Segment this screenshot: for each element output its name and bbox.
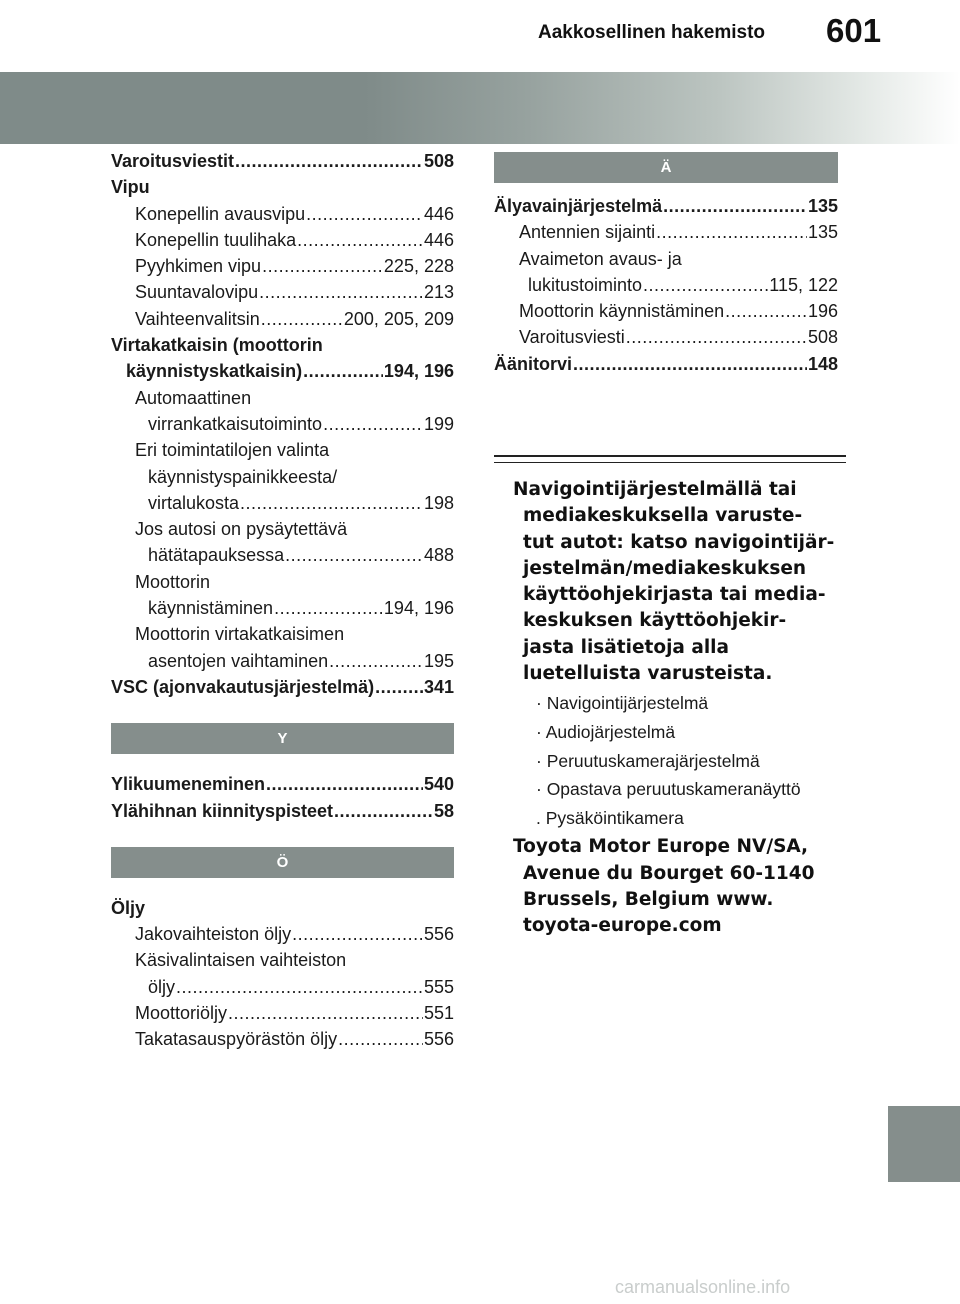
index-entry: VSC (ajonvakautusjärjestelmä) ..... 341 [111,674,454,700]
index-subentry: Automaattinen [135,387,252,408]
page-header [0,0,960,60]
navigation-note [513,477,848,940]
letter-divider-a-umlaut: Ä [494,152,838,183]
index-entry: Öljy [111,897,146,918]
equipment-list [513,689,848,832]
index-entry: Varoitusviestit ..... 508 [111,148,454,174]
letter-divider-y: Y [111,723,454,754]
note-heading-line: tut autot: katso navigointijär- [523,531,835,553]
note-heading-line: käyttöohjekirjasta tai media- [523,584,826,606]
note-heading-line: keskuksen käyttöohjekir- [523,610,787,632]
index-subentry: Antennien sijainti ..... 135 [494,219,838,245]
index-subentry-continued: käynnistäminen ..... 194, 196 [111,595,454,621]
section-title: Aakkosellinen hakemisto [538,22,766,43]
list-item: . Pysäköintikamera [536,807,684,828]
index-entry: Ylähihnan kiinnityspisteet ..... 58 [111,798,454,824]
index-subentry: Moottorin [135,571,211,592]
note-heading-line: jestelmän/mediakeskuksen [523,557,807,579]
index-subentry: Vaihteenvalitsin ..... 200, 205, 209 [111,306,454,332]
index-column-right [494,152,838,377]
index-entry: Äänitorvi ..... 148 [494,351,838,377]
index-subentry-continued: käynnistyspainikkeesta/ [148,466,338,487]
index-column-left [111,148,454,1053]
index-subentry: Varoitusviesti ..... 508 [494,324,838,350]
letter-divider-o-umlaut: Ö [111,847,454,878]
company-address [513,834,848,939]
chapter-side-tab [888,1106,960,1182]
index-subentry: Konepellin tuulihaka ..... 446 [111,227,454,253]
index-subentry: Jos autosi on pysäytettävä [135,519,348,540]
list-item: · Audiojärjestelmä [536,721,676,742]
index-subentry-continued: asentojen vaihtaminen ..... 195 [111,648,454,674]
list-item: · Peruutuskamerajärjestelmä [536,750,760,771]
index-entry-continued: käynnistyskatkaisin) ..... 194, 196 [111,358,454,384]
index-entry: Virtakatkaisin (moottorin [111,335,323,356]
header-banner [0,72,960,144]
note-heading-line: jasta lisätietoja alla [523,636,729,658]
index-entry: Vipu [111,177,150,198]
index-subentry: Konepellin avausvipu ..... 446 [111,201,454,227]
list-item: · Opastava peruutuskameranäyttö [536,779,801,800]
note-heading [513,477,848,687]
note-heading-line: mediakeskuksella varuste- [523,505,803,527]
index-subentry: Jakovaihteiston öljy ..... 556 [111,921,454,947]
note-divider [494,455,846,463]
company-line: Toyota Motor Europe NV/SA, [513,836,809,858]
note-heading-line: luetelluista varusteista. [523,663,773,685]
index-subentry: Pyyhkimen vipu ..... 225, 228 [111,253,454,279]
index-subentry-continued: virrankatkaisutoiminto ..... 199 [111,411,454,437]
index-subentry: Suuntavalovipu ..... 213 [111,279,454,305]
index-subentry: Moottorin käynnistäminen ..... 196 [494,298,838,324]
company-line: Brussels, Belgium www. [523,888,774,910]
index-subentry: Avaimeton avaus- ja [519,248,682,269]
index-subentry: Takatasauspyörästön öljy ..... 556 [111,1026,454,1052]
index-entry: Ylikuumeneminen ..... 540 [111,771,454,797]
list-item: · Navigointijärjestelmä [536,693,709,714]
company-line: Avenue du Bourget 60-1140 [523,862,815,884]
company-line: toyota-europe.com [523,915,722,937]
index-subentry-continued: hätätapauksessa ..... 488 [111,542,454,568]
watermark: carmanualsonline.info [615,1277,791,1297]
index-subentry: Käsivalintaisen vaihteiston [135,950,347,971]
index-subentry-continued: virtalukosta ..... 198 [111,490,454,516]
index-subentry: Eri toimintatilojen valinta [135,440,330,461]
index-subentry-continued: lukitustoiminto ..... 115, 122 [494,272,838,298]
index-entry: Älyavainjärjestelmä ..... 135 [494,193,838,219]
note-heading-line: Navigointijärjestelmällä tai [513,479,797,500]
index-subentry-continued: öljy ..... 555 [111,974,454,1000]
index-subentry: Moottorin virtakatkaisimen [135,624,345,645]
page-number: 601 [826,12,882,49]
index-subentry: Moottoriöljy ..... 551 [111,1000,454,1026]
